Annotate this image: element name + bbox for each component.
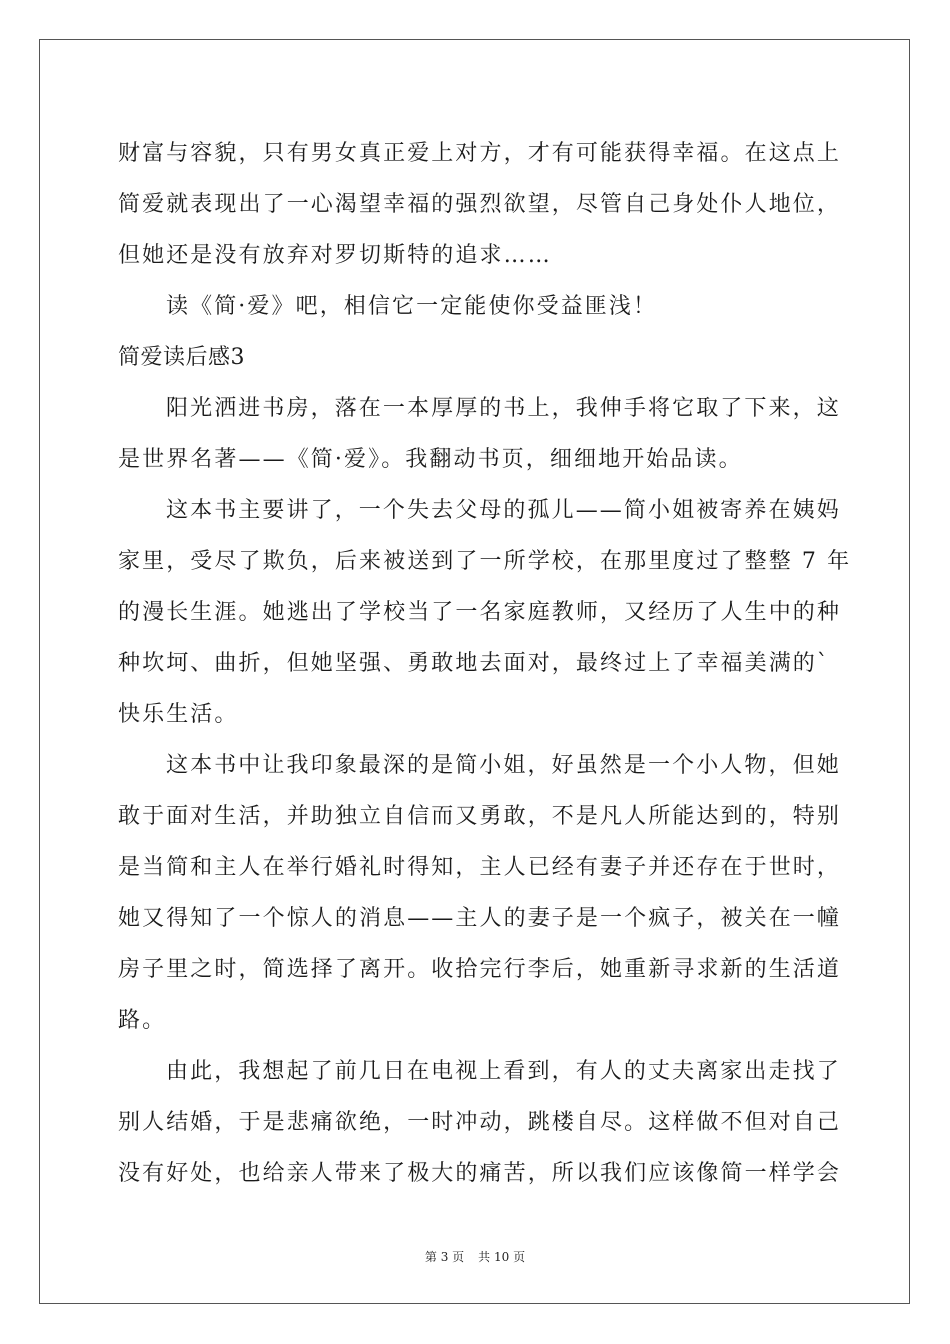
document-body	[118, 128, 852, 1199]
text-line: 她又得知了一个惊人的消息——主人的妻子是一个疯子，被关在一幢	[118, 906, 842, 931]
text-line: 敢于面对生活，并助独立自信而又勇敢，不是凡人所能达到的，特别	[118, 804, 842, 829]
text-line: 简爱就表现出了一心渴望幸福的强烈欲望，尽管自己身处仆人地位，	[118, 192, 842, 217]
text-line: 别人结婚，于是悲痛欲绝，一时冲动，跳楼自尽。这样做不但对自己	[118, 1110, 842, 1135]
text-line: 是当简和主人在举行婚礼时得知，主人已经有妻子并还存在于世时，	[118, 855, 842, 880]
text-line: 快乐生活。	[118, 702, 239, 727]
text-line: 的漫长生涯。她逃出了学校当了一名家庭教师，又经历了人生中的种	[118, 600, 842, 625]
page-number: 第 3 页	[424, 1250, 465, 1264]
page-footer	[0, 1249, 950, 1265]
text-line: 房子里之时，简选择了离开。收拾完行李后，她重新寻求新的生活道	[118, 957, 842, 982]
text-line: 阳光洒进书房，落在一本厚厚的书上，我伸手将它取了下来，这	[166, 396, 841, 421]
text-line: 种坎坷、曲折，但她坚强、勇敢地去面对，最终过上了幸福美满的`	[118, 651, 831, 676]
text-line: 路。	[118, 1008, 167, 1033]
text-line: 没有好处，也给亲人带来了极大的痛苦，所以我们应该像简一样学会	[118, 1161, 842, 1186]
text-line: 是世界名著——《简·爱》。我翻动书页，细细地开始品读。	[118, 447, 743, 472]
text-line: 这本书中让我印象最深的是简小姐，好虽然是一个小人物，但她	[166, 753, 841, 778]
total-pages: 共 10 页	[478, 1250, 526, 1264]
text-line: 家里，受尽了欺负，后来被送到了一所学校，在那里度过了整整 7 年	[118, 549, 852, 574]
text-line: 财富与容貌，只有男女真正爱上对方，才有可能获得幸福。在这点上	[118, 141, 842, 166]
text-line: 但她还是没有放弃对罗切斯特的追求……	[118, 243, 552, 268]
text-line: 读《简·爱》吧，相信它一定能使你受益匪浅！	[166, 294, 658, 319]
text-line: 由此，我想起了前几日在电视上看到，有人的丈夫离家出走找了	[166, 1059, 841, 1084]
text-line: 这本书主要讲了，一个失去父母的孤儿——简小姐被寄养在姨妈	[166, 498, 841, 523]
section-heading: 简爱读后感3	[118, 345, 245, 370]
